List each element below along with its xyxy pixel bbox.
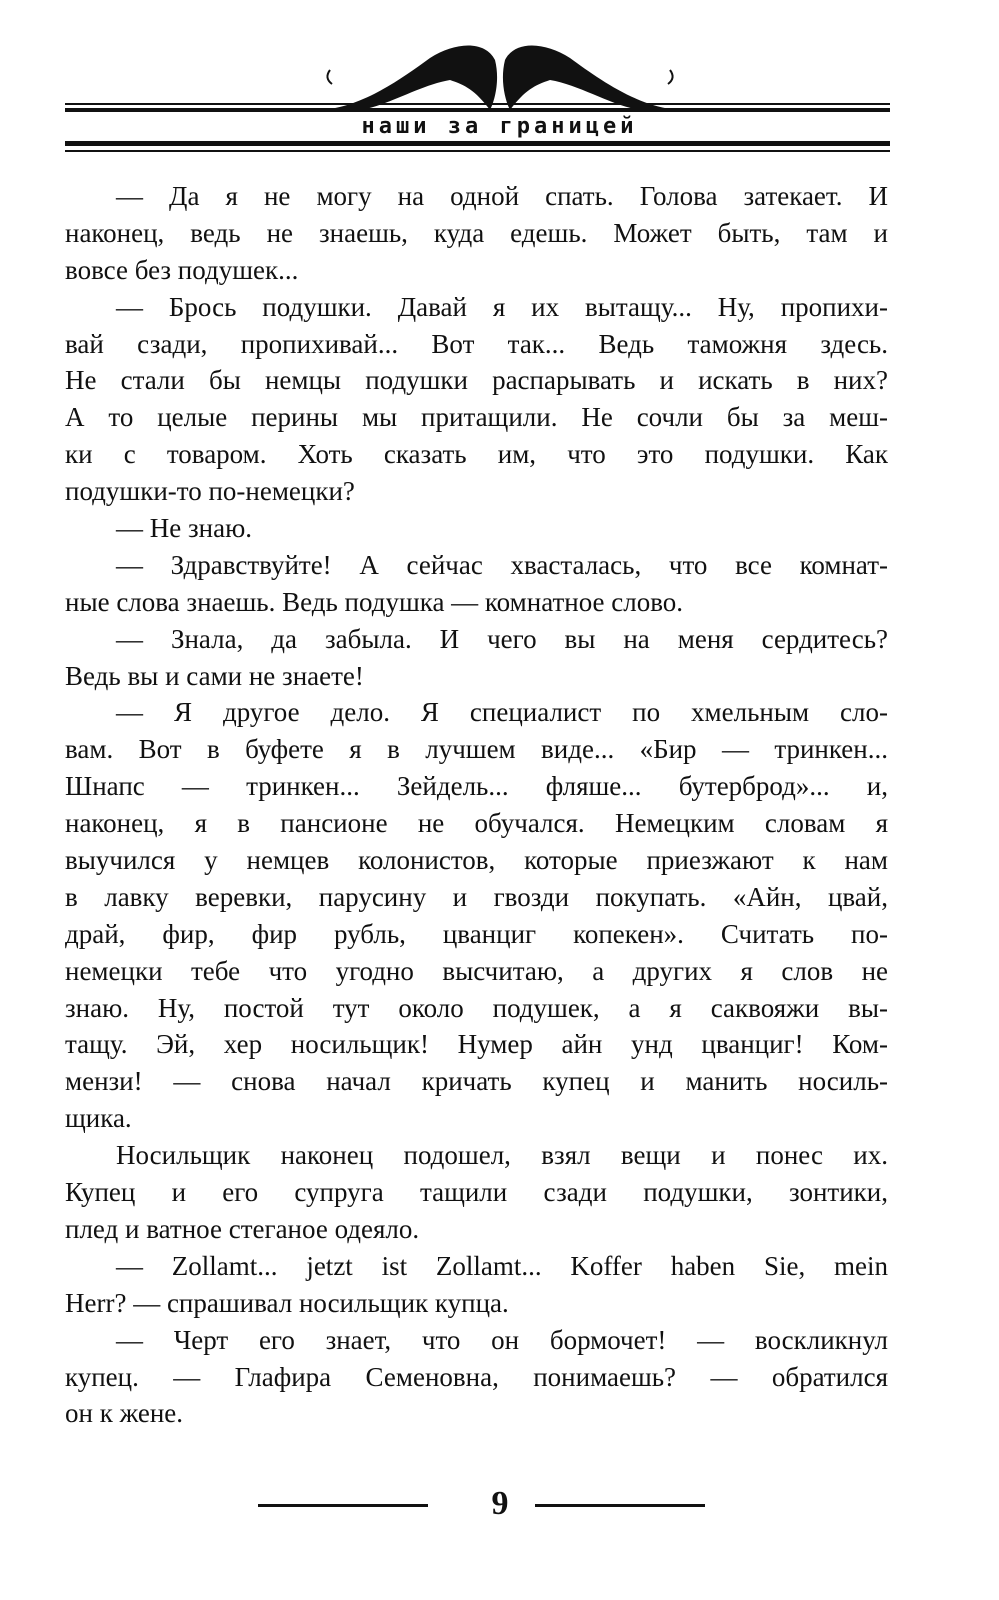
text-line: Носильщик наконец подошел, взял вещи и понес их. xyxy=(116,1140,888,1171)
text-line: наконец, я в пансионе не обучался. Немецким словам я xyxy=(65,808,888,839)
text-line: тащу. Эй, хер носильщик! Нумер айн унд цванциг! Ком- xyxy=(65,1029,888,1060)
text-line: Не стали бы немцы подушки распарывать и искать в них? xyxy=(65,365,888,396)
header-rule xyxy=(65,103,890,105)
header-rule xyxy=(65,141,890,146)
text-line: плед и ватное стеганое одеяло. xyxy=(65,1213,420,1244)
text-line: драй, фир, фир рубль, цванциг копекен». Считать по- xyxy=(65,918,888,949)
running-title: наши за границей xyxy=(361,114,638,139)
body-text xyxy=(65,178,888,1432)
text-line: знаю. Ну, постой тут около подушек, а я саквояжи вы- xyxy=(65,992,888,1023)
text-line: — Знала, да забыла. И чего вы на меня сердитесь? xyxy=(116,623,888,654)
text-line: — Я другое дело. Я специалист по хмельным сло- xyxy=(116,697,888,728)
header-rule xyxy=(65,150,890,152)
text-line: Купец и его супруга тащили сзади подушки, зонтики, xyxy=(65,1177,888,1208)
footer-rule-right xyxy=(535,1504,705,1507)
text-line: наконец, ведь не знаешь, куда едешь. Может быть, там и xyxy=(65,217,888,248)
text-line: подушки-то по-немецки? xyxy=(65,476,355,507)
text-line: Шнапс — тринкен... Зейдель... фляше... бутерброд»... и, xyxy=(65,771,888,802)
header-rule xyxy=(65,108,890,112)
text-line: щика. xyxy=(65,1103,132,1134)
text-line: Herr? — спрашивал носильщик купца. xyxy=(65,1287,509,1318)
text-line: — Zollamt... jetzt ist Zollamt... Koffer haben Sie, mein xyxy=(116,1250,888,1281)
text-line: вам. Вот в буфете я в лучшем виде... «Бир — тринкен... xyxy=(65,734,888,765)
text-line: в лавку веревки, парусину и гвозди покупать. «Айн, цвай, xyxy=(65,881,888,912)
header-ornament-icon xyxy=(300,40,700,112)
text-line: — Брось подушки. Давай я их вытащу... Ну, пропихи- xyxy=(116,291,888,322)
footer-rule-left xyxy=(258,1504,428,1507)
page-footer xyxy=(0,1485,999,1525)
text-line: — Черт его знает, что он бормочет! — воскликнул xyxy=(116,1324,888,1355)
text-line: ки с товаром. Хоть сказать им, что это подушки. Как xyxy=(65,439,888,470)
text-line: вовсе без подушек... xyxy=(65,254,299,285)
text-line: немецки тебе что угодно высчитаю, а других я слов не xyxy=(65,955,888,986)
text-line: ные слова знаешь. Ведь подушка — комнатное слово. xyxy=(65,586,684,617)
text-line: — Не знаю. xyxy=(116,513,253,544)
text-line: выучился у немцев колонистов, которые приезжают к нам xyxy=(65,845,888,876)
text-line: купец. — Глафира Семеновна, понимаешь? — обратился xyxy=(65,1361,888,1392)
text-line: Ведь вы и сами не знаете! xyxy=(65,660,364,691)
text-line: А то целые перины мы притащили. Не сочли бы за меш- xyxy=(65,402,888,433)
text-line: мензи! — снова начал кричать купец и манить носиль- xyxy=(65,1066,888,1097)
text-line: вай сзади, пропихивай... Вот так... Ведь таможня здесь. xyxy=(65,328,888,359)
page-number: 9 xyxy=(491,1485,509,1522)
text-line: — Здравствуйте! А сейчас хвасталась, что все комнат- xyxy=(116,549,888,580)
text-line: он к жене. xyxy=(65,1398,184,1429)
text-line: — Да я не могу на одной спать. Голова затекает. И xyxy=(116,181,888,211)
